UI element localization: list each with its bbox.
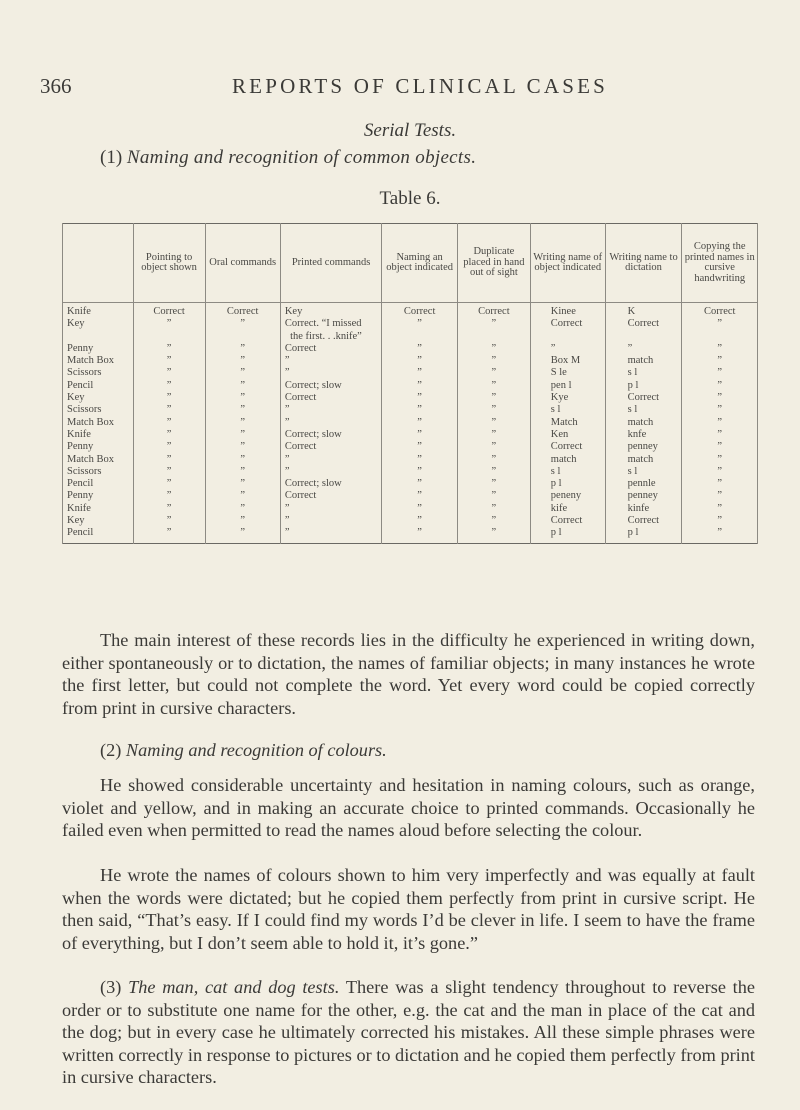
table-row <box>63 503 758 515</box>
result-cell: ” <box>280 527 381 543</box>
result-cell: ” <box>382 380 458 392</box>
result-cell: ” <box>133 380 205 392</box>
result-cell: ” <box>457 466 530 478</box>
result-cell: ” <box>382 454 458 466</box>
result-cell: ” <box>280 503 381 515</box>
paragraph: The main interest of these records lies in the difficulty he experienced in writing down, either spontaneously or to dictation, the names of familiar objects; in many instances he wrote the first letter, but could not complete the word. Yet every word could be copied correctly from print in cursive characters. <box>62 630 755 718</box>
result-cell: ” <box>205 441 280 453</box>
result-cell: ” <box>205 417 280 429</box>
result-cell: Correct <box>457 303 530 319</box>
table-header-row <box>63 224 758 303</box>
result-cell: Correct; slow <box>280 429 381 441</box>
result-cell: Correct <box>530 515 605 527</box>
object-name-cell: Pencil <box>63 478 134 490</box>
column-header <box>63 224 134 303</box>
result-cell: p l <box>530 478 605 490</box>
result-cell: Correct <box>280 392 381 404</box>
result-cell: ” <box>205 343 280 355</box>
result-cell: ” <box>457 490 530 502</box>
result-cell: ” <box>382 404 458 416</box>
result-cell: ” <box>205 466 280 478</box>
object-name-cell: Match Box <box>63 454 134 466</box>
result-cell: Correct. “I missed the first. . .knife” <box>280 318 381 343</box>
result-cell: ” <box>682 503 758 515</box>
result-cell: knfe <box>605 429 682 441</box>
result-cell: ” <box>457 355 530 367</box>
paragraph-text: There was a slight tendency throughout to reverse the order or to substitute one name for the other, e.g. the cat and the man in place of the cat and the dog; but in every case he ultimately corrected his mistakes. All these simple phrases were written correctly in response to pictures or to dictation and he copied them perfectly from print in cursive characters. <box>62 977 756 1087</box>
results-table <box>62 223 758 544</box>
result-cell: ” <box>133 367 205 379</box>
result-cell: Correct <box>382 303 458 319</box>
subsection-heading-1 <box>100 147 476 169</box>
result-cell: ” <box>682 490 758 502</box>
result-cell: ” <box>133 392 205 404</box>
table-row <box>63 429 758 441</box>
paragraph: He showed considerable uncertainty and hesitation in naming colours, such as orange, violet and yellow, and in making an accurate choice to printed commands. Occasionally he failed even when permitted to read the names aloud before selecting the colour. <box>62 775 755 840</box>
column-header: Pointing to object shown <box>133 224 205 303</box>
object-name-cell: Knife <box>63 503 134 515</box>
result-cell: ” <box>133 417 205 429</box>
result-cell: ” <box>682 454 758 466</box>
object-name-cell: Scissors <box>63 466 134 478</box>
subsection-paragraph-3 <box>62 976 755 1089</box>
object-name-cell: Penny <box>63 441 134 453</box>
result-cell: pennle <box>605 478 682 490</box>
table-row <box>63 466 758 478</box>
result-cell: p l <box>605 380 682 392</box>
result-cell: ” <box>280 417 381 429</box>
table-caption: Table 6. <box>379 188 441 209</box>
object-name-cell: Scissors <box>63 367 134 379</box>
table-row <box>63 380 758 392</box>
result-cell: ” <box>457 429 530 441</box>
result-cell: ” <box>133 429 205 441</box>
result-cell: ” <box>382 515 458 527</box>
result-cell: ” <box>457 515 530 527</box>
result-cell: ” <box>682 527 758 543</box>
result-cell: Correct <box>530 441 605 453</box>
result-cell: ” <box>133 466 205 478</box>
result-cell: match <box>605 417 682 429</box>
result-cell: ” <box>457 392 530 404</box>
result-cell: ” <box>457 441 530 453</box>
result-cell: ” <box>133 318 205 343</box>
result-cell: ” <box>382 343 458 355</box>
result-cell: ” <box>382 441 458 453</box>
result-cell: ” <box>457 478 530 490</box>
column-header: Duplicate placed in hand out of sight <box>457 224 530 303</box>
table-row <box>63 392 758 404</box>
result-cell: p l <box>605 527 682 543</box>
result-cell: ” <box>205 527 280 543</box>
result-cell: Correct <box>530 318 605 343</box>
result-cell: ” <box>382 367 458 379</box>
result-cell: ” <box>205 503 280 515</box>
table-row <box>63 417 758 429</box>
result-cell: ” <box>682 466 758 478</box>
result-cell: ” <box>133 454 205 466</box>
object-name-cell: Match Box <box>63 417 134 429</box>
result-cell: ” <box>133 343 205 355</box>
result-cell: ” <box>205 478 280 490</box>
table-row <box>63 303 758 319</box>
result-cell: Box M <box>530 355 605 367</box>
object-name-cell: Penny <box>63 343 134 355</box>
result-cell: ” <box>205 515 280 527</box>
result-cell: ” <box>457 380 530 392</box>
result-cell: ” <box>133 404 205 416</box>
result-cell: ” <box>382 318 458 343</box>
table-row <box>63 355 758 367</box>
object-name-cell: Knife <box>63 303 134 319</box>
result-cell: ” <box>457 343 530 355</box>
result-cell: ” <box>133 490 205 502</box>
paragraph: He wrote the names of colours shown to him very imperfectly and was equally at fault when the words were dictated; but he copied them perfectly from print in cursive script. He then said, “That’s easy. If I could find my words I’d be clever in life. I seem to have the frame of everything, but I don’t seem able to hold it, it’s gone.” <box>62 865 755 953</box>
subsection-title: The man, cat and dog tests. <box>128 977 340 997</box>
result-cell: ” <box>457 454 530 466</box>
result-cell: Correct; slow <box>280 478 381 490</box>
result-cell: ” <box>457 367 530 379</box>
result-cell: Correct <box>280 343 381 355</box>
object-name-cell: Penny <box>63 490 134 502</box>
result-cell: Correct; slow <box>280 380 381 392</box>
result-cell: ” <box>205 380 280 392</box>
result-cell: ” <box>280 355 381 367</box>
object-name-cell: Key <box>63 515 134 527</box>
result-cell: kife <box>530 503 605 515</box>
result-cell: ” <box>682 441 758 453</box>
result-cell: ” <box>682 478 758 490</box>
table-row <box>63 515 758 527</box>
result-cell: ” <box>205 404 280 416</box>
result-cell: ” <box>382 527 458 543</box>
result-cell: Correct <box>280 441 381 453</box>
running-title: REPORTS OF CLINICAL CASES <box>231 74 609 98</box>
object-name-cell: Pencil <box>63 380 134 392</box>
result-cell: ” <box>682 429 758 441</box>
result-cell: s l <box>605 367 682 379</box>
result-cell: Kinee <box>530 303 605 319</box>
result-cell: ” <box>205 490 280 502</box>
result-cell: ” <box>530 343 605 355</box>
result-cell: Correct <box>605 318 682 343</box>
result-cell: ” <box>682 343 758 355</box>
result-cell: ” <box>280 454 381 466</box>
subsection-number: (1) <box>100 147 123 168</box>
subsection-title: Naming and recognition of common objects. <box>126 147 477 168</box>
result-cell: Ken <box>530 429 605 441</box>
result-cell: ” <box>280 367 381 379</box>
result-cell: ” <box>205 454 280 466</box>
result-cell: ” <box>382 490 458 502</box>
result-cell: ” <box>382 429 458 441</box>
result-cell: Correct <box>682 303 758 319</box>
result-cell: ” <box>457 318 530 343</box>
subsection-heading-2 <box>62 740 387 761</box>
result-cell: ” <box>382 478 458 490</box>
result-cell: ” <box>682 380 758 392</box>
column-header: Printed commands <box>280 224 381 303</box>
result-cell: ” <box>133 441 205 453</box>
table-row <box>63 367 758 379</box>
result-cell: p l <box>530 527 605 543</box>
result-cell: ” <box>682 417 758 429</box>
object-name-cell: Pencil <box>63 527 134 543</box>
result-cell: ” <box>280 466 381 478</box>
result-cell: ” <box>682 318 758 343</box>
result-cell: ” <box>682 392 758 404</box>
result-cell: Correct <box>133 303 205 319</box>
result-cell: s l <box>605 466 682 478</box>
object-name-cell: Key <box>63 318 134 343</box>
result-cell: ” <box>280 515 381 527</box>
column-header: Writing name to dictation <box>605 224 682 303</box>
result-cell: ” <box>133 355 205 367</box>
subsection-number: (3) <box>100 977 122 997</box>
result-cell: Correct <box>605 392 682 404</box>
result-cell: ” <box>133 515 205 527</box>
section-title: Serial Tests. <box>363 120 457 141</box>
result-cell: ” <box>457 527 530 543</box>
result-cell: ” <box>280 404 381 416</box>
table-row <box>63 441 758 453</box>
result-cell: ” <box>133 478 205 490</box>
result-cell: ” <box>382 503 458 515</box>
result-cell: penney <box>605 441 682 453</box>
table-row <box>63 404 758 416</box>
result-cell: S le <box>530 367 605 379</box>
result-cell: ” <box>457 404 530 416</box>
result-cell: ” <box>682 404 758 416</box>
result-cell: s l <box>530 404 605 416</box>
result-cell: ” <box>205 318 280 343</box>
result-cell: ” <box>133 527 205 543</box>
result-cell: ” <box>457 417 530 429</box>
result-cell: ” <box>605 343 682 355</box>
result-cell: penney <box>605 490 682 502</box>
result-cell: Match <box>530 417 605 429</box>
table-row <box>63 490 758 502</box>
result-cell: ” <box>382 417 458 429</box>
table-row <box>63 478 758 490</box>
result-cell: s l <box>605 404 682 416</box>
result-cell: Key <box>280 303 381 319</box>
result-cell: pen l <box>530 380 605 392</box>
table-row <box>63 454 758 466</box>
subsection-number: (2) <box>100 740 122 760</box>
object-name-cell: Knife <box>63 429 134 441</box>
column-header: Naming an object indicated <box>382 224 458 303</box>
object-name-cell: Key <box>63 392 134 404</box>
column-header: Writing name of object indicated <box>530 224 605 303</box>
result-cell: ” <box>382 466 458 478</box>
result-cell: ” <box>382 355 458 367</box>
result-cell: ” <box>205 355 280 367</box>
result-cell: ” <box>382 392 458 404</box>
result-cell: match <box>530 454 605 466</box>
result-cell: Kye <box>530 392 605 404</box>
result-cell: ” <box>457 503 530 515</box>
result-cell: kinfe <box>605 503 682 515</box>
result-cell: ” <box>682 367 758 379</box>
column-header: Copying the printed names in cursive handwriting <box>682 224 758 303</box>
result-cell: ” <box>682 515 758 527</box>
subsection-title: Naming and recognition of colours. <box>125 740 387 760</box>
page-number: 366 <box>40 74 72 98</box>
table-row <box>63 527 758 543</box>
column-header: Oral commands <box>205 224 280 303</box>
result-cell: Correct <box>280 490 381 502</box>
object-name-cell: Scissors <box>63 404 134 416</box>
result-cell: K <box>605 303 682 319</box>
result-cell: ” <box>682 355 758 367</box>
table-row <box>63 318 758 343</box>
result-cell: Correct <box>605 515 682 527</box>
result-cell: ” <box>205 367 280 379</box>
result-cell: ” <box>205 392 280 404</box>
object-name-cell: Match Box <box>63 355 134 367</box>
result-cell: peneny <box>530 490 605 502</box>
result-cell: ” <box>205 429 280 441</box>
result-cell: Correct <box>205 303 280 319</box>
result-cell: s l <box>530 466 605 478</box>
result-cell: ” <box>133 503 205 515</box>
result-cell: match <box>605 355 682 367</box>
result-cell: match <box>605 454 682 466</box>
table-row <box>63 343 758 355</box>
